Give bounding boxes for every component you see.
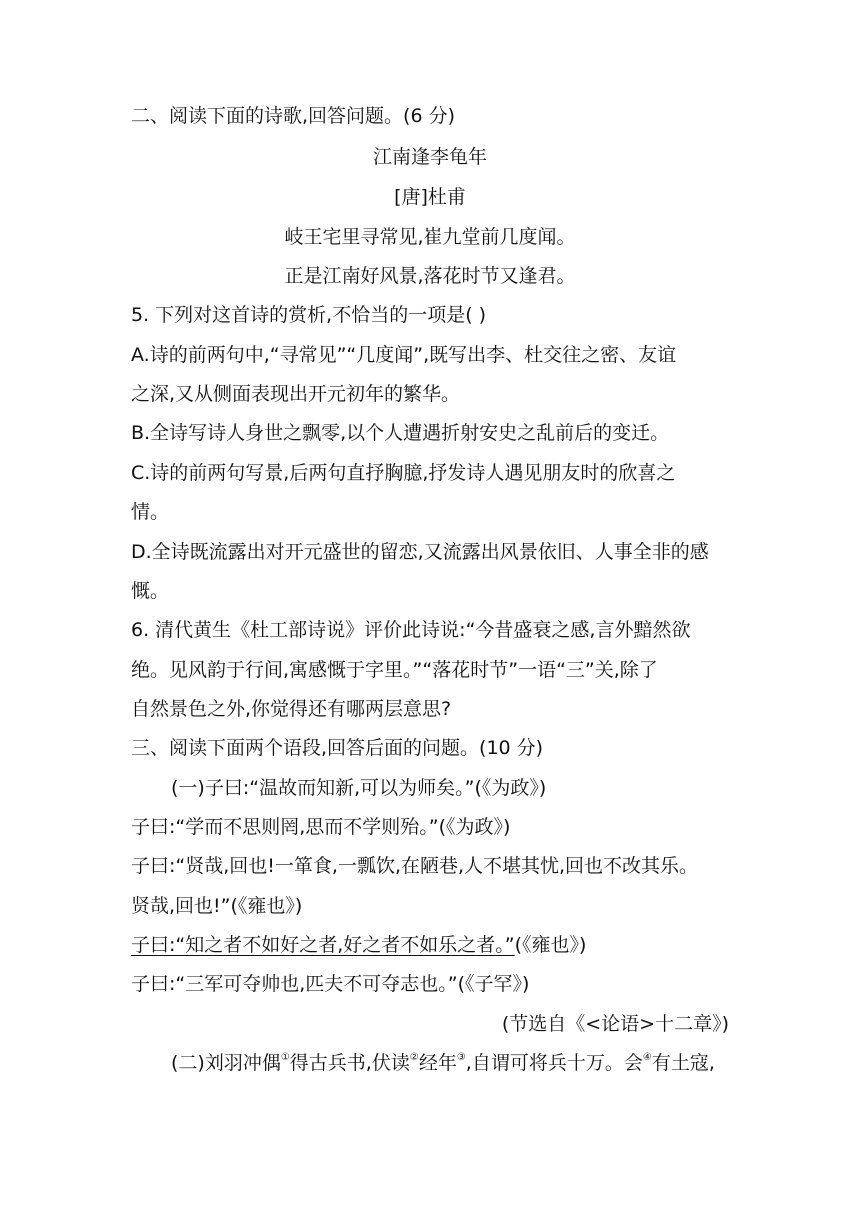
attribution: (节选自《<论语>十二章》) xyxy=(501,1013,729,1035)
source-note: (《雍也》) xyxy=(514,934,587,956)
option-d-cont: 慨。 xyxy=(131,580,170,602)
text-segment: (二)刘羽冲偶 xyxy=(171,1052,281,1074)
option-c: C.诗的前两句写景,后两句直抒胸臆,抒发诗人遇见朋友时的欣喜之 xyxy=(131,462,676,484)
text-segment: 有土寇, xyxy=(651,1052,715,1074)
poem-line: 岐王宅里寻常见,崔九堂前几度闻。 xyxy=(284,226,576,248)
question-6-cont: 自然景色之外,你觉得还有哪两层意思? xyxy=(131,698,452,720)
text-segment: 经年 xyxy=(418,1052,457,1074)
passage-line: (一)子曰:“温故而知新,可以为师矣。”(《为政》) xyxy=(171,777,547,799)
option-b: B.全诗写诗人身世之飘零,以个人遭遇折射安史之乱前后的变迁。 xyxy=(131,422,670,444)
footnote-marker: ④ xyxy=(642,1052,652,1063)
option-c-cont: 情。 xyxy=(131,501,170,523)
footnote-marker: ③ xyxy=(456,1052,466,1063)
section-heading: 三、阅读下面两个语段,回答后面的问题。(10 分) xyxy=(131,737,544,759)
underlined-quote: 子曰:“知之者不如好之者,好之者不如乐之者。” xyxy=(131,934,515,956)
passage-line: 贤哉,回也!”(《雍也》) xyxy=(131,895,303,917)
option-a-cont: 之深,又从侧面表现出开元初年的繁华。 xyxy=(131,383,461,405)
section-heading: 二、阅读下面的诗歌,回答问题。(6 分) xyxy=(131,105,455,127)
passage-line xyxy=(131,933,586,957)
question-6-cont: 绝。见风韵于行间,寓感慨于字里。”“落花时节”一语“三”关,除了 xyxy=(131,659,658,681)
text-segment: ,自谓可将兵十万。会 xyxy=(465,1052,643,1074)
footnote-marker: ① xyxy=(280,1052,290,1063)
question-stem: 5. 下列对这首诗的赏析,不恰当的一项是( ) xyxy=(131,304,487,326)
question-6: 6. 清代黄生《杜工部诗说》评价此诗说:“今昔盛衰之感,言外黯然欲 xyxy=(131,619,691,641)
passage-line: 子曰:“学而不思则罔,思而不学则殆。”(《为政》) xyxy=(131,816,511,838)
passage-line: 子曰:“贤哉,回也!一箪食,一瓢饮,在陋巷,人不堪其忧,回也不改其乐。 xyxy=(131,855,699,877)
text-segment: 得古兵书,伏读 xyxy=(289,1052,410,1074)
poem-title: 江南逢李龟年 xyxy=(372,146,487,168)
passage-line: 子曰:“三军可夺帅也,匹夫不可夺志也。”(《子罕》) xyxy=(131,973,530,995)
passage-line xyxy=(171,1051,715,1075)
poem-line: 正是江南好风景,落花时节又逢君。 xyxy=(284,265,576,287)
poem-author: [唐]杜甫 xyxy=(394,186,466,208)
option-a: A.诗的前两句中,“寻常见”“几度闻”,既写出李、杜交往之密、友谊 xyxy=(131,344,677,366)
option-d: D.全诗既流露出对开元盛世的留恋,又流露出风景依旧、人事全非的感 xyxy=(131,541,709,563)
footnote-marker: ② xyxy=(409,1052,419,1063)
